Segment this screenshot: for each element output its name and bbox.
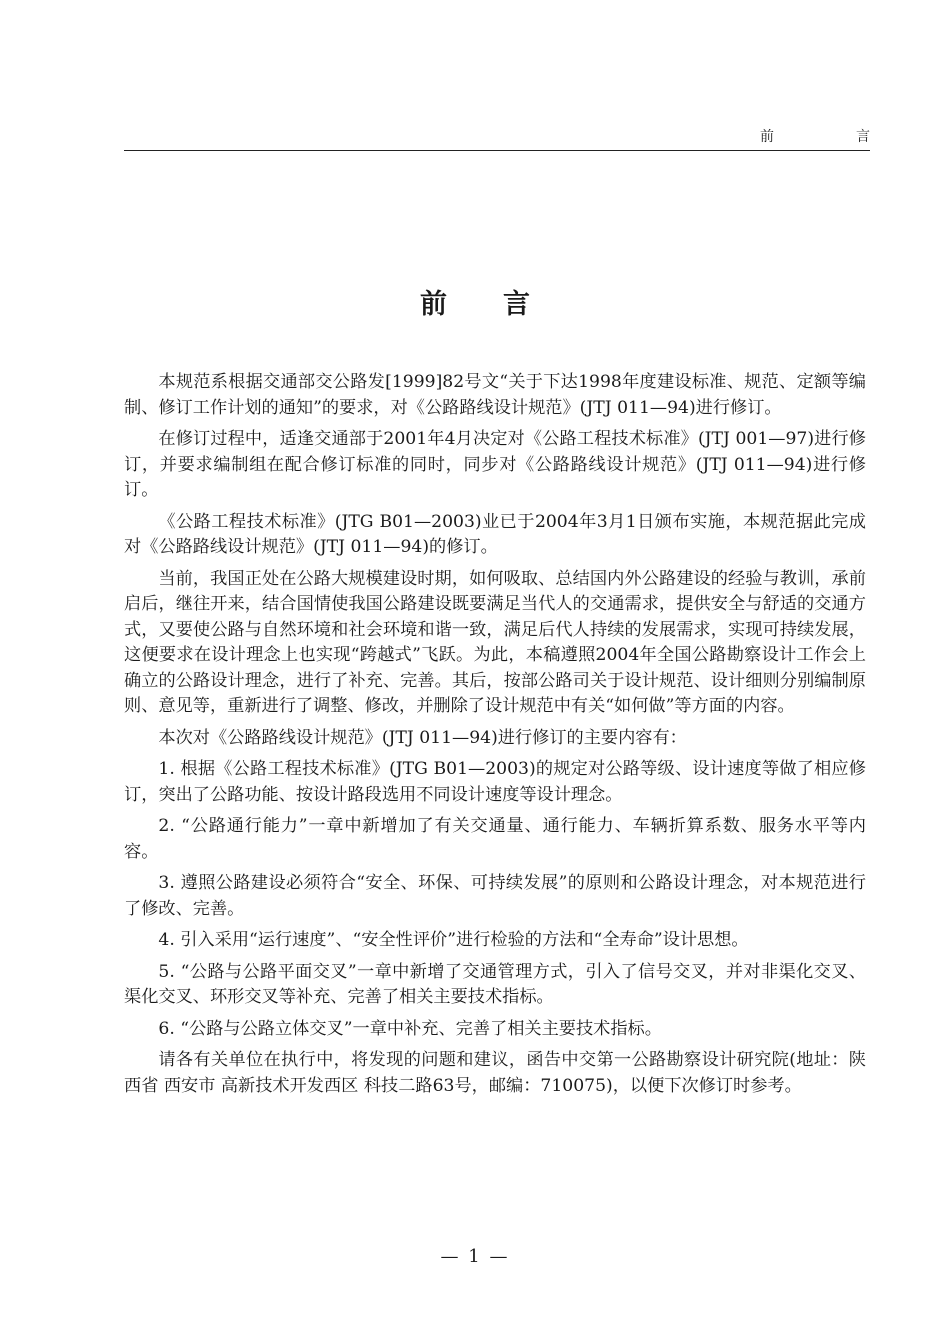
body-text: [124, 370, 866, 1105]
running-header-char-1: 前: [760, 129, 774, 145]
paragraph-3: 《公路工程技术标准》(JTG B01—2003)业已于2004年3月1日颁布实施，本规范据此完成对《公路路线设计规范》(JTJ 011—94)的修订。: [124, 511, 866, 557]
paragraph-closing: 请各有关单位在执行中，将发现的问题和建议，函告中交第一公路勘察设计研究院(地址：陕西省 西安市 高新技术开发西区 科技二路63号，邮编：710075)，以便下次修订时参考。: [124, 1050, 866, 1096]
page-number: — 1 —: [440, 1246, 510, 1267]
paragraph-5: 本次对《公路路线设计规范》(JTJ 011—94)进行修订的主要内容有：: [158, 727, 687, 748]
list-item-2: 2. “公路通行能力”一章中新增加了有关交通量、通行能力、车辆折算系数、服务水平等内容。: [124, 816, 866, 862]
running-header: [760, 126, 870, 146]
list-item-6: 6. “公路与公路立体交叉”一章中补充、完善了相关主要技术指标。: [158, 1018, 662, 1039]
list-item-1: 1. 根据《公路工程技术标准》(JTG B01—2003)的规定对公路等级、设计速度等做了相应修订，突出了公路功能、按设计路段选用不同设计速度等设计理念。: [124, 759, 866, 805]
page-title: 前言: [420, 289, 586, 320]
list-item-4: 4. 引入采用“运行速度”、“安全性评价”进行检验的方法和“全寿命”设计思想。: [158, 930, 749, 950]
paragraph-4: 当前，我国正处在公路大规模建设时期，如何吸取、总结国内外公路建设的经验与教训，承前启后，继往开来，结合国情使我国公路建设既要满足当代人的交通需求，提供安全与舒适的交通方式，又要使公路与自然环境和社会环境和谐一致，满足后代人持续的发展需求，实现可持续发展，这便要求在设计理念上也实现“跨越式”飞跃。为此，本稿遵照2004年全国公路勘察设计工作会上确立的公路设计理念，进行了补充、完善。其后，按部公路司关于设计规范、设计细则分别编制原则、意见等，重新进行了调整、修改，并删除了设计规范中有关“如何做”等方面的内容。: [124, 568, 866, 716]
list-item-3: 3. 遵照公路建设必须符合“安全、环保、可持续发展”的原则和公路设计理念，对本规范进行了修改、完善。: [124, 873, 866, 919]
paragraph-2: 在修订过程中，适逢交通部于2001年4月决定对《公路工程技术标准》(JTJ 001—97)进行修订，并要求编制组在配合修订标准的同时，同步对《公路路线设计规范》(JTJ 011—94)进行修订。: [124, 429, 866, 500]
header-rule: [124, 150, 870, 151]
running-header-char-2: 言: [856, 129, 870, 145]
list-item-5: 5. “公路与公路平面交叉”一章中新增了交通管理方式，引入了信号交叉，并对非渠化交叉、渠化交叉、环形交叉等补充、完善了相关主要技术指标。: [124, 961, 866, 1007]
paragraph-1: 本规范系根据交通部交公路发[1999]82号文“关于下达1998年度建设标准、规范、定额等编制、修订工作计划的通知”的要求，对《公路路线设计规范》(JTJ 011—94)进行修订。: [124, 372, 866, 418]
